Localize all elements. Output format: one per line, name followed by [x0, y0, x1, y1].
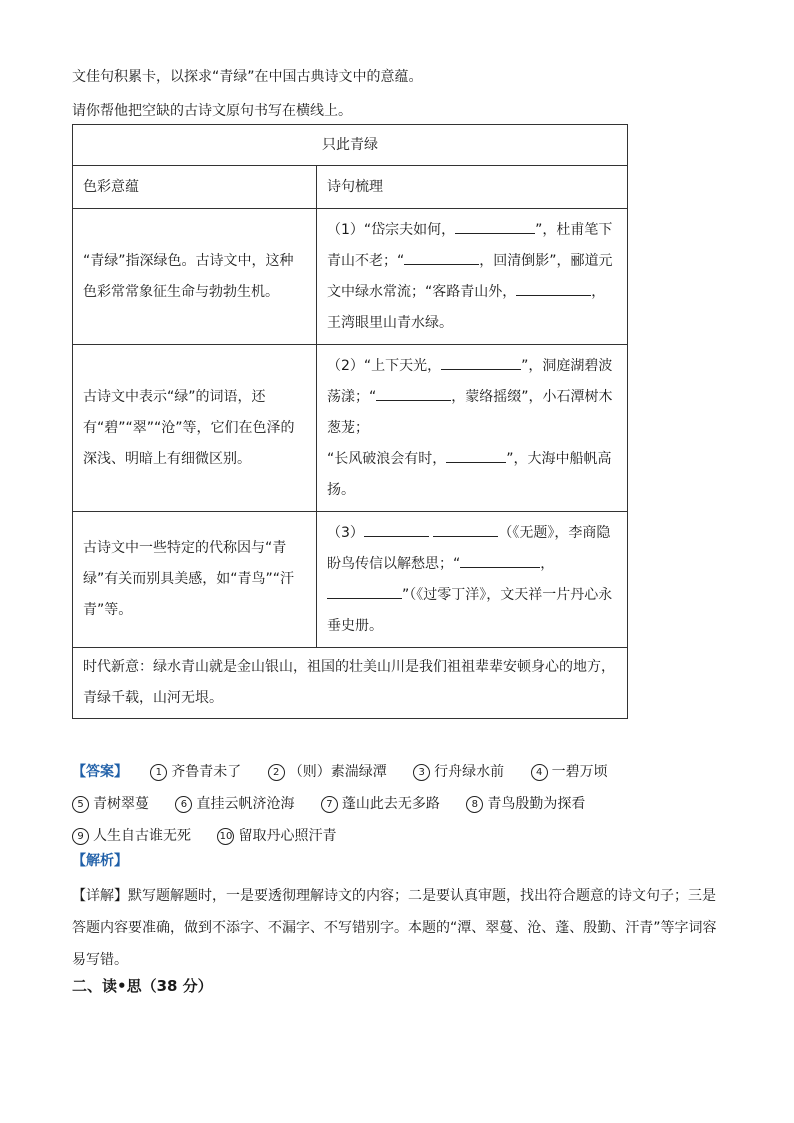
answer-item [217, 828, 336, 844]
row3-text-2: （《无题》，李商隐盼鸟传信以解愁思；“ [327, 524, 611, 572]
section-title: 二、读•思（38 分） [72, 977, 213, 995]
header-color-meaning: 色彩意蕴 [73, 166, 317, 209]
answer-label: 【答案】 [72, 764, 128, 780]
answer-blank-7[interactable] [364, 518, 429, 537]
answer-number-badge: 8 [466, 796, 483, 813]
row2-text-4: “长风破浪会有时， [327, 450, 447, 467]
row1-text-4: ，王湾眼里山青水绿。 [327, 283, 606, 331]
intro-line-2: 请你帮他把空缺的古诗文原句书写在横线上。 [72, 103, 352, 119]
answer-text: 蓬山此去无多路 [341, 796, 440, 812]
answer-blank-5[interactable] [376, 382, 451, 401]
answer-number-badge: 5 [72, 796, 89, 813]
answer-text: 青树翠蔓 [93, 796, 149, 812]
answer-blank-6[interactable] [446, 444, 506, 463]
analysis-detail [72, 880, 724, 976]
answer-text: 人生自古谁无死 [93, 828, 191, 844]
row2-verses [317, 345, 628, 512]
answer-item [72, 828, 191, 844]
answer-item [413, 764, 504, 780]
answer-number-badge: 2 [268, 764, 285, 781]
answer-item [321, 796, 440, 812]
row3-text-3: ， [540, 555, 555, 572]
answer-item [150, 764, 241, 780]
answer-item [268, 764, 387, 780]
answer-item [175, 796, 294, 812]
header-verse-sorting: 诗句梳理 [317, 166, 628, 209]
answer-blank-3[interactable] [516, 277, 591, 296]
row1-text-1: （1）“岱宗夫如何， [327, 221, 456, 238]
detail-label: 【详解】 [72, 888, 128, 904]
answer-item [72, 796, 149, 812]
row1-verses [317, 209, 628, 345]
row1-text-3: ，回清倒影”，郦道元文中绿水常流；“客路青山外， [327, 252, 613, 300]
row3-text-4: ”（《过零丁洋》，文天祥一片丹心永垂史册。 [327, 586, 613, 634]
card-title: 只此青绿 [73, 125, 628, 166]
intro-line-1: 文佳句积累卡，以探求“青绿”在中国古典诗文中的意蕴。 [72, 69, 423, 85]
row1-meaning: “青绿”指深绿色。古诗文中，这种色彩常常象征生命与勃勃生机。 [73, 209, 317, 345]
answer-blank-9[interactable] [460, 549, 540, 568]
answer-text: 一碧万顷 [551, 764, 608, 780]
answer-text: （则）素湍绿潭 [288, 764, 387, 780]
answer-text: 青鸟殷勤为探看 [487, 796, 586, 812]
row2-text-1: （2）“上下天光， [327, 357, 442, 374]
answer-text: 行舟绿水前 [434, 764, 505, 780]
card-footer: 时代新意：绿水青山就是金山银山，祖国的壮美山川是我们祖祖辈辈安顿身心的地方，青绿千载，山河无垠。 [73, 648, 628, 719]
row2-text-3: ，蒙络摇缀”，小石潭树木葱茏； [327, 388, 613, 436]
row3-verses [317, 512, 628, 648]
row1-text-2: ”，杜甫笔下青山不老；“ [327, 221, 613, 269]
answer-text: 留取丹心照汗青 [238, 828, 337, 844]
row2-text-2: ”，洞庭湖碧波荡漾；“ [327, 357, 613, 405]
answer-blank-1[interactable] [455, 215, 535, 234]
row2-meaning: 古诗文中表示“绿”的词语，还有“碧”“翠”“沧”等，它们在色泽的深浅、明暗上有细微区别。 [73, 345, 317, 512]
answer-number-badge: 7 [321, 796, 338, 813]
answer-number-badge: 10 [217, 828, 234, 845]
analysis-label: 【解析】 [72, 853, 128, 869]
answer-item [531, 764, 608, 780]
answer-text: 直挂云帆济沧海 [196, 796, 295, 812]
answer-number-badge: 3 [413, 764, 430, 781]
answer-blank-8[interactable] [433, 518, 498, 537]
answer-blank-10[interactable] [327, 580, 402, 599]
answer-text: 齐鲁青未了 [171, 764, 242, 780]
detail-text: 默写题解题时，一是要透彻理解诗文的内容；二是要认真审题，找出符合题意的诗文句子；三是答题内容要准确，做到不添字、不漏字、不写错别字。本题的“潭、翠蔓、沧、蓬、殷勤、汗青”等字词容易写错。 [72, 888, 717, 968]
answer-items [72, 764, 630, 844]
answer-blank-2[interactable] [404, 246, 479, 265]
answer-block [72, 756, 724, 852]
answer-blank-4[interactable] [441, 351, 521, 370]
poetry-card-table [72, 124, 628, 719]
answer-number-badge: 4 [531, 764, 548, 781]
row3-text-1: （3） [327, 524, 364, 541]
row3-meaning: 古诗文中一些特定的代称因与“青绿”有关而别具美感，如“青鸟”“汗青”等。 [73, 512, 317, 648]
row2-text-5: ”，大海中船帆高扬。 [327, 450, 612, 498]
answer-number-badge: 1 [150, 764, 167, 781]
answer-item [466, 796, 585, 812]
answer-number-badge: 6 [175, 796, 192, 813]
answer-number-badge: 9 [72, 828, 89, 845]
